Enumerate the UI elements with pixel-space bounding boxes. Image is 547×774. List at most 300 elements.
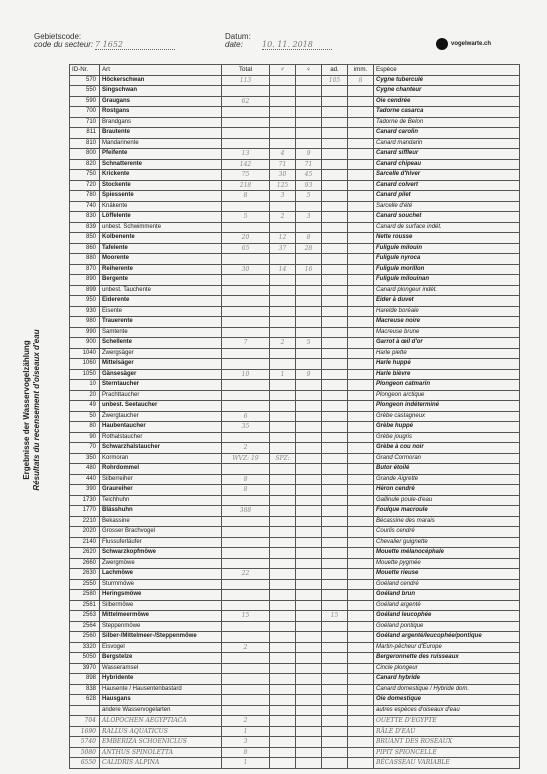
espece-cell[interactable]: Plongeon indéterminé [374, 401, 520, 412]
f-cell[interactable] [296, 285, 322, 296]
espece-cell[interactable]: Mouette pygmée [374, 558, 520, 569]
m-cell[interactable] [270, 327, 296, 338]
f-cell[interactable] [296, 632, 322, 643]
imm-cell[interactable] [348, 128, 374, 139]
m-cell[interactable] [270, 275, 296, 286]
species-cell[interactable]: Silbermöwe [100, 600, 222, 611]
f-cell[interactable]: 5 [296, 338, 322, 349]
imm-cell[interactable] [348, 180, 374, 191]
ad-cell[interactable] [322, 516, 348, 527]
species-cell[interactable]: Rohrdommel [100, 464, 222, 475]
imm-cell[interactable] [348, 485, 374, 496]
ad-cell[interactable] [322, 212, 348, 223]
m-cell[interactable] [270, 401, 296, 412]
ad-cell[interactable] [322, 674, 348, 685]
espece-cell[interactable]: Plongeon catmarin [374, 380, 520, 391]
total-cell[interactable]: 2 [222, 716, 270, 727]
f-cell[interactable]: 71 [296, 159, 322, 170]
m-cell[interactable] [270, 600, 296, 611]
species-cell[interactable]: Schwarzhalstaucher [100, 443, 222, 454]
date-field[interactable]: 10. 11. 2018 [262, 40, 332, 50]
m-cell[interactable] [270, 359, 296, 370]
m-cell[interactable] [270, 558, 296, 569]
id-cell[interactable]: 880 [70, 254, 100, 265]
species-cell[interactable]: Grosser Brachvogel [100, 527, 222, 538]
espece-cell[interactable]: Canard souchet [374, 212, 520, 223]
id-cell[interactable]: 480 [70, 464, 100, 475]
species-cell[interactable]: unbest. Schwimmente [100, 222, 222, 233]
ad-cell[interactable] [322, 590, 348, 601]
species-cell[interactable]: Brandgans [100, 117, 222, 128]
espece-cell[interactable]: autres espèces d'oiseaux d'eau [374, 705, 520, 716]
id-cell[interactable] [70, 705, 100, 716]
art-cell[interactable]: ALOPOCHEN AEGYPTIACA [100, 716, 222, 727]
imm-cell[interactable] [348, 191, 374, 202]
total-cell[interactable]: 1 [222, 758, 270, 769]
f-cell[interactable]: 93 [296, 180, 322, 191]
total-cell[interactable] [222, 327, 270, 338]
m-cell[interactable] [270, 674, 296, 685]
ad-cell[interactable] [322, 432, 348, 443]
m-cell[interactable]: 12 [270, 233, 296, 244]
species-cell[interactable]: Rothalstaucher [100, 432, 222, 443]
empty-cell[interactable] [296, 737, 322, 748]
species-cell[interactable]: Eiderente [100, 296, 222, 307]
imm-cell[interactable] [348, 495, 374, 506]
total-cell[interactable] [222, 653, 270, 664]
species-cell[interactable]: Lachmöwe [100, 569, 222, 580]
m-cell[interactable]: 2 [270, 212, 296, 223]
ad-cell[interactable] [322, 695, 348, 706]
m-cell[interactable] [270, 695, 296, 706]
m-cell[interactable] [270, 138, 296, 149]
f-cell[interactable]: 9 [296, 369, 322, 380]
total-cell[interactable] [222, 201, 270, 212]
ad-cell[interactable] [322, 422, 348, 433]
total-cell[interactable] [222, 401, 270, 412]
id-cell[interactable]: 750 [70, 170, 100, 181]
empty-cell[interactable] [348, 726, 374, 737]
espece-cell[interactable]: Butor étoilé [374, 464, 520, 475]
f-cell[interactable] [296, 348, 322, 359]
m-cell[interactable] [270, 422, 296, 433]
id-cell[interactable]: 2560 [70, 632, 100, 643]
id-cell[interactable]: 710 [70, 117, 100, 128]
espece-cell[interactable]: Héron cendré [374, 485, 520, 496]
total-cell[interactable] [222, 600, 270, 611]
imm-cell[interactable] [348, 579, 374, 590]
espece-cell[interactable]: Canard chipeau [374, 159, 520, 170]
espece-cell[interactable]: Goéland pontique [374, 621, 520, 632]
f-cell[interactable] [296, 485, 322, 496]
f-cell[interactable] [296, 516, 322, 527]
espece-cell[interactable]: Canard domestique / Hybride dom. [374, 684, 520, 695]
espece-cell[interactable]: Grande Aigrette [374, 474, 520, 485]
f-cell[interactable] [296, 359, 322, 370]
imm-cell[interactable] [348, 380, 374, 391]
total-cell[interactable]: 2 [222, 443, 270, 454]
id-cell[interactable]: 900 [70, 338, 100, 349]
id-cell[interactable]: 6550 [70, 758, 100, 769]
ad-cell[interactable] [322, 548, 348, 559]
id-cell[interactable]: 700 [70, 107, 100, 118]
id-cell[interactable]: 80 [70, 422, 100, 433]
art-cell[interactable]: CALIDRIS ALPINA [100, 758, 222, 769]
m-cell[interactable] [270, 569, 296, 580]
id-cell[interactable]: 3970 [70, 663, 100, 674]
m-cell[interactable] [270, 632, 296, 643]
id-cell[interactable]: 1040 [70, 348, 100, 359]
f-cell[interactable]: 8 [296, 233, 322, 244]
espece-cell[interactable]: BRUANT DES ROSEAUX [374, 737, 520, 748]
total-cell[interactable]: 20 [222, 233, 270, 244]
f-cell[interactable] [296, 117, 322, 128]
f-cell[interactable] [296, 558, 322, 569]
ad-cell[interactable] [322, 317, 348, 328]
espece-cell[interactable]: Nette rousse [374, 233, 520, 244]
species-cell[interactable]: Sterntaucher [100, 380, 222, 391]
imm-cell[interactable] [348, 684, 374, 695]
espece-cell[interactable]: Goéland leucophée [374, 611, 520, 622]
species-cell[interactable]: andere Wasservogelarten [100, 705, 222, 716]
imm-cell[interactable] [348, 506, 374, 517]
f-cell[interactable]: 16 [296, 264, 322, 275]
ad-cell[interactable] [322, 527, 348, 538]
espece-cell[interactable]: OUETTE D'EGYPTE [374, 716, 520, 727]
id-cell[interactable]: 20 [70, 390, 100, 401]
espece-cell[interactable]: Grèbe huppé [374, 422, 520, 433]
empty-cell[interactable] [322, 726, 348, 737]
ad-cell[interactable] [322, 464, 348, 475]
f-cell[interactable] [296, 569, 322, 580]
f-cell[interactable] [296, 506, 322, 517]
ad-cell[interactable] [322, 705, 348, 716]
imm-cell[interactable] [348, 390, 374, 401]
espece-cell[interactable]: Bécassine des marais [374, 516, 520, 527]
ad-cell[interactable] [322, 506, 348, 517]
species-cell[interactable]: Eisvogel [100, 642, 222, 653]
species-cell[interactable]: Zwergtaucher [100, 411, 222, 422]
espece-cell[interactable]: Goéland brun [374, 590, 520, 601]
species-cell[interactable]: Pfeifente [100, 149, 222, 160]
espece-cell[interactable]: Harle huppé [374, 359, 520, 370]
ad-cell[interactable]: 15 [322, 611, 348, 622]
species-cell[interactable]: Hausgans [100, 695, 222, 706]
id-cell[interactable]: 980 [70, 317, 100, 328]
m-cell[interactable] [270, 464, 296, 475]
id-cell[interactable]: 830 [70, 212, 100, 223]
total-cell[interactable] [222, 380, 270, 391]
imm-cell[interactable] [348, 369, 374, 380]
ad-cell[interactable] [322, 138, 348, 149]
imm-cell[interactable] [348, 233, 374, 244]
species-cell[interactable]: Knäkente [100, 201, 222, 212]
imm-cell[interactable] [348, 243, 374, 254]
species-cell[interactable]: Löffelente [100, 212, 222, 223]
id-cell[interactable]: 2140 [70, 537, 100, 548]
imm-cell[interactable] [348, 212, 374, 223]
id-cell[interactable]: 570 [70, 75, 100, 86]
f-cell[interactable] [296, 254, 322, 265]
f-cell[interactable] [296, 464, 322, 475]
total-cell[interactable]: 2 [222, 642, 270, 653]
imm-cell[interactable] [348, 558, 374, 569]
m-cell[interactable] [270, 75, 296, 86]
espece-cell[interactable]: Mouette rieuse [374, 569, 520, 580]
empty-cell[interactable] [296, 726, 322, 737]
species-cell[interactable]: Bergstelze [100, 653, 222, 664]
species-cell[interactable]: Silber-/Mittelmeer-/Steppenmöwe [100, 632, 222, 643]
imm-cell[interactable] [348, 138, 374, 149]
espece-cell[interactable]: Canard pilet [374, 191, 520, 202]
empty-cell[interactable] [322, 758, 348, 769]
species-cell[interactable]: Eisente [100, 306, 222, 317]
id-cell[interactable]: 350 [70, 453, 100, 464]
m-cell[interactable] [270, 306, 296, 317]
f-cell[interactable] [296, 107, 322, 118]
espece-cell[interactable]: Mouette mélanocéphale [374, 548, 520, 559]
species-cell[interactable]: Mittelmeermöwe [100, 611, 222, 622]
ad-cell[interactable] [322, 579, 348, 590]
total-cell[interactable]: 22 [222, 569, 270, 580]
f-cell[interactable] [296, 590, 322, 601]
f-cell[interactable] [296, 443, 322, 454]
id-cell[interactable]: 3320 [70, 642, 100, 653]
total-cell[interactable] [222, 663, 270, 674]
imm-cell[interactable] [348, 674, 374, 685]
total-cell[interactable] [222, 306, 270, 317]
ad-cell[interactable] [322, 222, 348, 233]
ad-cell[interactable] [322, 621, 348, 632]
species-cell[interactable]: Trauerente [100, 317, 222, 328]
imm-cell[interactable] [348, 107, 374, 118]
imm-cell[interactable] [348, 432, 374, 443]
id-cell[interactable]: 838 [70, 684, 100, 695]
f-cell[interactable] [296, 621, 322, 632]
espece-cell[interactable]: Grèbe jougris [374, 432, 520, 443]
ad-cell[interactable] [322, 569, 348, 580]
total-cell[interactable]: 62 [222, 96, 270, 107]
ad-cell[interactable] [322, 390, 348, 401]
id-cell[interactable]: 930 [70, 306, 100, 317]
imm-cell[interactable] [348, 285, 374, 296]
m-cell[interactable]: 14 [270, 264, 296, 275]
id-cell[interactable]: 2020 [70, 527, 100, 538]
total-cell[interactable]: WVZ: 19 [222, 453, 270, 464]
ad-cell[interactable] [322, 254, 348, 265]
species-cell[interactable]: Brautente [100, 128, 222, 139]
total-cell[interactable]: 8 [222, 191, 270, 202]
total-cell[interactable] [222, 296, 270, 307]
espece-cell[interactable]: Cygne chanteur [374, 86, 520, 97]
m-cell[interactable] [270, 621, 296, 632]
total-cell[interactable]: 8 [222, 747, 270, 758]
m-cell[interactable] [270, 684, 296, 695]
id-cell[interactable]: 2620 [70, 548, 100, 559]
ad-cell[interactable] [322, 107, 348, 118]
species-cell[interactable]: Zwergmöwe [100, 558, 222, 569]
total-cell[interactable] [222, 254, 270, 265]
imm-cell[interactable] [348, 632, 374, 643]
total-cell[interactable] [222, 128, 270, 139]
id-cell[interactable]: 1690 [70, 726, 100, 737]
id-cell[interactable]: 740 [70, 201, 100, 212]
f-cell[interactable] [296, 674, 322, 685]
m-cell[interactable] [270, 96, 296, 107]
imm-cell[interactable] [348, 590, 374, 601]
f-cell[interactable] [296, 642, 322, 653]
species-cell[interactable]: Kolbenente [100, 233, 222, 244]
espece-cell[interactable]: Canard colvert [374, 180, 520, 191]
m-cell[interactable] [270, 495, 296, 506]
espece-cell[interactable]: Canard siffleur [374, 149, 520, 160]
total-cell[interactable] [222, 348, 270, 359]
f-cell[interactable] [296, 86, 322, 97]
id-cell[interactable]: 49 [70, 401, 100, 412]
m-cell[interactable] [270, 705, 296, 716]
espece-cell[interactable]: Fuligule nyroca [374, 254, 520, 265]
espece-cell[interactable]: Tadorne casarca [374, 107, 520, 118]
imm-cell[interactable] [348, 96, 374, 107]
espece-cell[interactable]: Harle piette [374, 348, 520, 359]
art-cell[interactable]: RALLUS AQUATICUS [100, 726, 222, 737]
id-cell[interactable]: 2563 [70, 611, 100, 622]
id-cell[interactable]: 870 [70, 264, 100, 275]
species-cell[interactable]: Samtente [100, 327, 222, 338]
total-cell[interactable]: 388 [222, 506, 270, 517]
ad-cell[interactable] [322, 453, 348, 464]
imm-cell[interactable] [348, 86, 374, 97]
ad-cell[interactable] [322, 296, 348, 307]
imm-cell[interactable] [348, 411, 374, 422]
id-cell[interactable]: 2580 [70, 590, 100, 601]
id-cell[interactable]: 704 [70, 716, 100, 727]
f-cell[interactable] [296, 128, 322, 139]
species-cell[interactable]: Gänsesäger [100, 369, 222, 380]
imm-cell[interactable] [348, 453, 374, 464]
area-code-field[interactable]: 7 1652 [95, 40, 175, 50]
total-cell[interactable]: 10 [222, 369, 270, 380]
m-cell[interactable] [270, 285, 296, 296]
total-cell[interactable] [222, 285, 270, 296]
species-cell[interactable]: Graugans [100, 96, 222, 107]
total-cell[interactable] [222, 222, 270, 233]
m-cell[interactable] [270, 653, 296, 664]
f-cell[interactable]: 28 [296, 243, 322, 254]
total-cell[interactable] [222, 86, 270, 97]
f-cell[interactable] [296, 600, 322, 611]
total-cell[interactable] [222, 705, 270, 716]
m-cell[interactable] [270, 474, 296, 485]
ad-cell[interactable] [322, 117, 348, 128]
id-cell[interactable]: 820 [70, 159, 100, 170]
ad-cell[interactable] [322, 369, 348, 380]
imm-cell[interactable] [348, 149, 374, 160]
f-cell[interactable] [296, 96, 322, 107]
empty-cell[interactable] [270, 716, 296, 727]
id-cell[interactable]: 50 [70, 411, 100, 422]
espece-cell[interactable]: Canard de surface indét. [374, 222, 520, 233]
ad-cell[interactable] [322, 443, 348, 454]
species-cell[interactable]: Hybridente [100, 674, 222, 685]
id-cell[interactable]: 2630 [70, 569, 100, 580]
espece-cell[interactable]: Martin-pêcheur d'Europe [374, 642, 520, 653]
id-cell[interactable]: 780 [70, 191, 100, 202]
id-cell[interactable]: 2550 [70, 579, 100, 590]
species-cell[interactable]: Bergente [100, 275, 222, 286]
espece-cell[interactable]: Sarcelle d'été [374, 201, 520, 212]
species-cell[interactable]: Hausente / Hausentenbastard [100, 684, 222, 695]
id-cell[interactable]: 550 [70, 86, 100, 97]
m-cell[interactable] [270, 663, 296, 674]
id-cell[interactable]: 950 [70, 296, 100, 307]
espece-cell[interactable]: Canard mandarin [374, 138, 520, 149]
espece-cell[interactable]: Cygne tuberculé [374, 75, 520, 86]
imm-cell[interactable] [348, 537, 374, 548]
species-cell[interactable]: Schellente [100, 338, 222, 349]
species-cell[interactable]: Singschwan [100, 86, 222, 97]
espece-cell[interactable]: Oie domestique [374, 695, 520, 706]
imm-cell[interactable] [348, 695, 374, 706]
f-cell[interactable] [296, 537, 322, 548]
ad-cell[interactable] [322, 485, 348, 496]
art-cell[interactable]: EMBERIZA SCHOENICLUS [100, 737, 222, 748]
species-cell[interactable]: unbest. Tauchente [100, 285, 222, 296]
f-cell[interactable]: 5 [296, 191, 322, 202]
imm-cell[interactable] [348, 548, 374, 559]
imm-cell[interactable] [348, 705, 374, 716]
imm-cell[interactable] [348, 474, 374, 485]
total-cell[interactable]: 1 [222, 726, 270, 737]
total-cell[interactable]: 113 [222, 75, 270, 86]
ad-cell[interactable] [322, 348, 348, 359]
empty-cell[interactable] [348, 758, 374, 769]
m-cell[interactable] [270, 254, 296, 265]
f-cell[interactable] [296, 390, 322, 401]
m-cell[interactable]: 37 [270, 243, 296, 254]
imm-cell[interactable] [348, 401, 374, 412]
total-cell[interactable]: 142 [222, 159, 270, 170]
f-cell[interactable] [296, 75, 322, 86]
total-cell[interactable] [222, 117, 270, 128]
espece-cell[interactable]: Canard hybride [374, 674, 520, 685]
id-cell[interactable]: 1060 [70, 359, 100, 370]
espece-cell[interactable]: Eider à duvet [374, 296, 520, 307]
m-cell[interactable] [270, 390, 296, 401]
id-cell[interactable]: 800 [70, 149, 100, 160]
total-cell[interactable] [222, 684, 270, 695]
ad-cell[interactable] [322, 653, 348, 664]
id-cell[interactable]: 1050 [70, 369, 100, 380]
imm-cell[interactable] [348, 306, 374, 317]
espece-cell[interactable]: BÉCASSEAU VARIABLE [374, 758, 520, 769]
f-cell[interactable] [296, 201, 322, 212]
imm-cell[interactable] [348, 264, 374, 275]
espece-cell[interactable]: Gallinule poule-d'eau [374, 495, 520, 506]
species-cell[interactable]: Silberreiher [100, 474, 222, 485]
f-cell[interactable] [296, 138, 322, 149]
id-cell[interactable]: 2561 [70, 600, 100, 611]
espece-cell[interactable]: Grèbe à cou noir [374, 443, 520, 454]
m-cell[interactable]: 125 [270, 180, 296, 191]
ad-cell[interactable] [322, 264, 348, 275]
total-cell[interactable] [222, 495, 270, 506]
species-cell[interactable]: Zwergsäger [100, 348, 222, 359]
espece-cell[interactable]: Chevalier guignette [374, 537, 520, 548]
espece-cell[interactable]: Bergeronnette des ruisseaux [374, 653, 520, 664]
espece-cell[interactable]: Fuligule milouin [374, 243, 520, 254]
ad-cell[interactable] [322, 149, 348, 160]
